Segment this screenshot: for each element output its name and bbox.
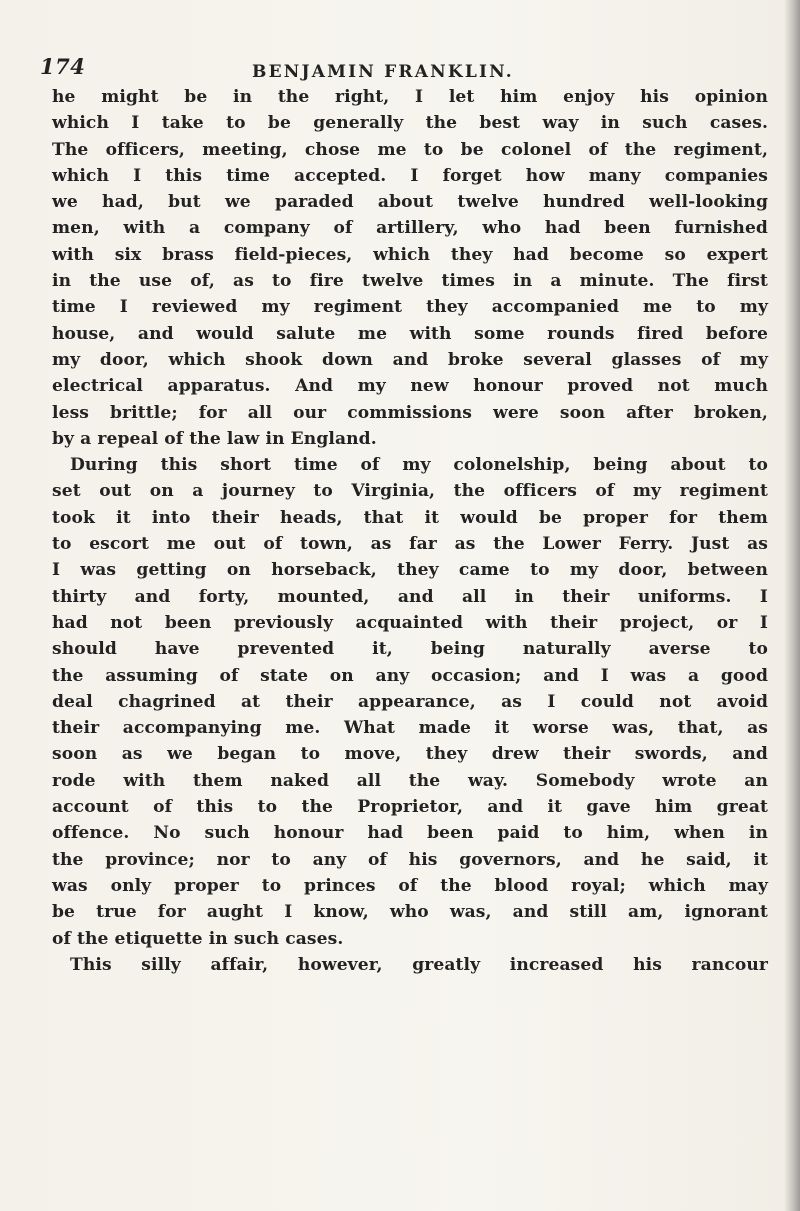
- text-line: the province; nor to any of his governors, and he said, it: [52, 849, 768, 870]
- text-line: was only proper to princes of the blood royal; which may: [52, 875, 768, 896]
- text-line: house, and would salute me with some rounds fired before: [52, 323, 768, 344]
- text-line: soon as we began to move, they drew their swords, and: [52, 744, 768, 765]
- text-line: their accompanying me. What made it worse was, that, as: [52, 718, 768, 739]
- text-line: which I this time accepted. I forget how many companies: [52, 165, 768, 186]
- text-line: my door, which shook down and broke several glasses of my: [52, 349, 768, 370]
- text-line: we had, but we paraded about twelve hundred well-looking: [52, 192, 768, 213]
- running-title: BENJAMIN FRANKLIN.: [252, 62, 514, 82]
- text-line: electrical apparatus. And my new honour proved not much: [52, 376, 768, 397]
- text-line: During this short time of my colonelship, being about to: [70, 455, 768, 476]
- body-text: [52, 84, 768, 978]
- text-line: set out on a journey to Virginia, the officers of my regiment: [52, 481, 768, 502]
- text-line: thirty and forty, mounted, and all in their uniforms. I: [52, 586, 768, 607]
- text-line: which I take to be generally the best way in such cases.: [52, 113, 768, 134]
- text-line: account of this to the Proprietor, and it gave him great: [52, 797, 768, 818]
- text-line: men, with a company of artillery, who had been furnished: [52, 218, 768, 239]
- text-line: in the use of, as to fire twelve times in a minute. The first: [52, 271, 768, 292]
- text-line: be true for aught I know, who was, and still am, ignorant: [52, 902, 768, 923]
- text-line: time I reviewed my regiment they accompanied me to my: [52, 297, 768, 318]
- page-number: 174: [40, 54, 86, 79]
- text-line: by a repeal of the law in England.: [52, 428, 377, 449]
- text-line: less brittle; for all our commissions were soon after broken,: [52, 402, 768, 423]
- text-line: offence. No such honour had been paid to him, when in: [52, 823, 768, 844]
- binding-shadow: [784, 0, 800, 1211]
- text-line: deal chagrined at their appearance, as I could not avoid: [52, 691, 768, 712]
- text-line: I was getting on horseback, they came to my door, between: [52, 560, 768, 581]
- text-line: of the etiquette in such cases.: [52, 928, 344, 949]
- text-line: with six brass field-pieces, which they had become so expert: [52, 244, 768, 265]
- text-line: he might be in the right, I let him enjoy his opinion: [52, 87, 768, 107]
- text-line: had not been previously acquainted with their project, or I: [52, 612, 768, 633]
- text-line: rode with them naked all the way. Somebody wrote an: [52, 770, 768, 791]
- text-line: the assuming of state on any occasion; and I was a good: [52, 665, 768, 686]
- text-line: took it into their heads, that it would be proper for them: [52, 507, 768, 528]
- text-line: This silly affair, however, greatly increased his rancour: [70, 954, 768, 975]
- text-line: should have prevented it, being naturally averse to: [52, 639, 768, 660]
- text-line: to escort me out of town, as far as the Lower Ferry. Just as: [52, 534, 768, 555]
- text-line: The officers, meeting, chose me to be colonel of the regiment,: [52, 139, 768, 160]
